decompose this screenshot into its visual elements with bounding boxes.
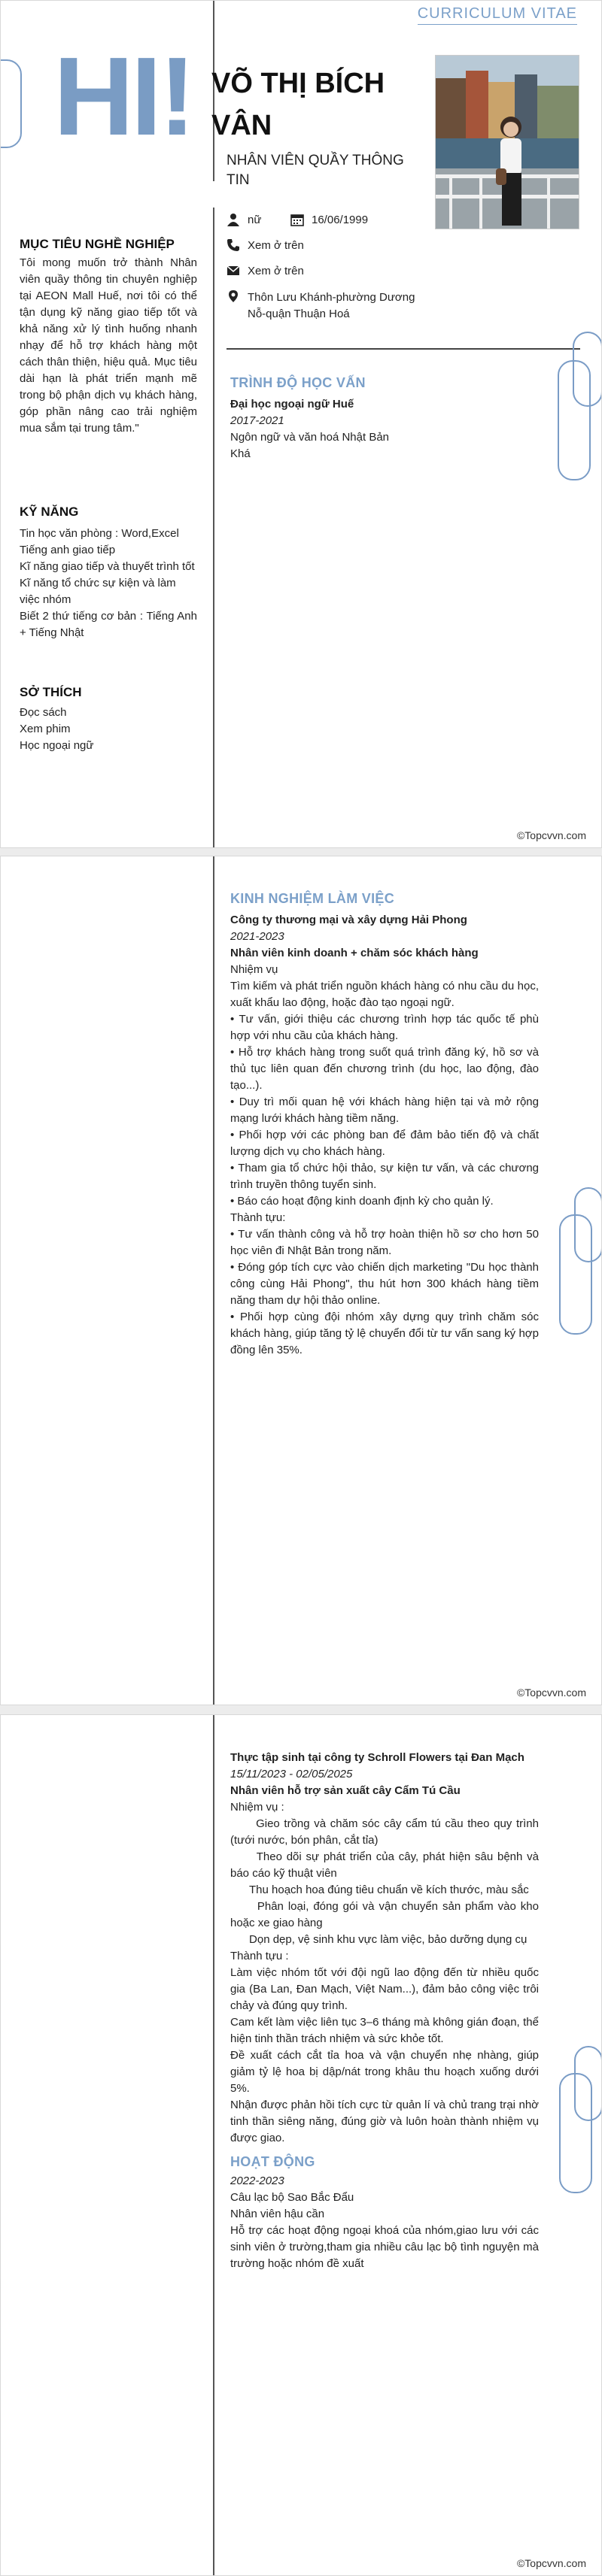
profile-photo — [435, 55, 579, 229]
activity-period: 2022-2023 — [230, 2174, 284, 2187]
job-period: 15/11/2023 - 02/05/2025 — [230, 1768, 353, 1780]
envelope-icon — [227, 264, 240, 277]
phone-row — [227, 238, 304, 252]
vertical-divider — [213, 856, 214, 1705]
education-grade: Khá — [230, 447, 251, 460]
job-line: Thành tựu: — [230, 1211, 286, 1224]
activities-title: HOẠT ĐỘNG — [230, 2154, 315, 2169]
cv-label: CURRICULUM VITAE — [418, 5, 577, 25]
job-line: Gieo trồng và chăm sóc cây cẩm tú cầu theo quy trình (tưới nước, bón phân, cắt tỉa) — [230, 1817, 543, 1847]
job-line: • Tư vấn thành công và hỗ trợ hoàn thiện hồ sơ cho hơn 50 học viên đi Nhật Bản trong năm. — [230, 1228, 539, 1257]
job-line: • Duy trì mối quan hệ với khách hàng hiện tại và mở rộng mạng lưới khách hàng tiềm năng. — [230, 1096, 539, 1125]
info-divider — [227, 348, 580, 350]
birthday-value: 16/06/1999 — [312, 213, 369, 226]
job-line: Cam kết làm việc liên tục 3–6 tháng mà không gián đoạn, thể hiện tinh thần trách nhiệm và sức khỏe tốt. — [230, 2016, 539, 2045]
person-icon — [227, 213, 240, 226]
phone-icon — [227, 238, 240, 252]
skills-list — [20, 526, 197, 641]
activity-role: Nhân viên hậu cần — [230, 2208, 325, 2220]
hobbies-list — [20, 705, 197, 754]
job-line: Nhiệm vụ — [230, 963, 278, 976]
footer-brand: ©Topcvvn.com — [516, 1687, 586, 1699]
job-line: • Tham gia tổ chức hội thảo, sự kiện tư vấn, và các chương trình truyền thông tuyển sinh. — [230, 1162, 539, 1191]
skills-title: KỸ NĂNG — [20, 505, 79, 519]
hobby-item: Học ngoại ngữ — [20, 739, 94, 752]
job-line: Nhận được phản hồi tích cực từ quản lí và chủ trang trại nhờ tinh thần siêng năng, đúng giờ và luôn hoàn thành nhiệm vụ được giao. — [230, 2099, 539, 2144]
footer-brand: ©Topcvvn.com — [516, 829, 586, 841]
footer-brand: ©Topcvvn.com — [516, 2557, 586, 2569]
job-line: Theo dõi sự phát triển của cây, phát hiện sâu bệnh và báo cáo kỹ thuật viên — [230, 1850, 543, 1880]
job-line: • Đóng góp tích cực vào chiến dịch marketing "Du học thành công cùng Hải Phong", thu hút hơn 300 khách hàng tiềm năng tham dự hội thảo online. — [230, 1261, 539, 1307]
calendar-icon — [290, 213, 304, 226]
job-line: Dọn dẹp, vệ sinh khu vực làm việc, bảo dưỡng dụng cụ — [230, 1933, 528, 1946]
job-2 — [230, 1750, 543, 2272]
location-pin-icon — [227, 289, 240, 303]
job-line: Làm việc nhóm tốt với đội ngũ lao động đến từ nhiều quốc gia (Ba Lan, Đan Mạch, Việt Nam...), đảm bảo công việc trôi chảy và đúng quy trình. — [230, 1966, 539, 2012]
job-company: Công ty thương mại và xây dựng Hải Phong — [230, 914, 467, 926]
candidate-name: VÕ THỊ BÍCH VÂN — [211, 68, 385, 141]
cv-page-3 — [0, 1714, 602, 2576]
birthday-row — [290, 213, 368, 226]
education-major: Ngôn ngữ và văn hoá Nhật Bản — [230, 431, 390, 444]
job-1 — [230, 912, 539, 1359]
hi-logo: HI! — [53, 35, 193, 159]
hobby-item: Xem phim — [20, 723, 71, 735]
skill-item: Tin học văn phòng : Word,Excel — [20, 527, 179, 540]
job-role: Nhân viên kinh doanh + chăm sóc khách hàng — [230, 947, 479, 959]
job-line: Tìm kiếm và phát triển nguồn khách hàng có nhu cầu du học, xuất khẩu lao động, hoặc đào tạo ngoại ngữ. — [230, 980, 539, 1009]
email-row — [227, 264, 304, 277]
hobby-item: Đọc sách — [20, 706, 67, 719]
paperclip-decoration — [0, 59, 22, 148]
job-line: Đề xuất cách cắt tỉa hoa và vận chuyển nhẹ nhàng, giúp giảm tỷ lệ hoa bị dập/nát trong khâu thu hoạch xuống dưới 5%. — [230, 2049, 539, 2095]
job-line: • Báo cáo hoạt động kinh doanh định kỳ cho quản lý. — [230, 1195, 494, 1208]
job-line: Nhiệm vụ : — [230, 1801, 284, 1814]
job-company: Thực tập sinh tại công ty Schroll Flowers tại Đan Mạch — [230, 1751, 524, 1764]
education-period: 2017-2021 — [230, 414, 284, 427]
vertical-divider — [213, 1715, 214, 2576]
job-line: • Tư vấn, giới thiệu các chương trình hợp tác quốc tế phù hợp với nhu cầu của khách hàng. — [230, 1013, 539, 1042]
address-value: Thôn Lưu Khánh-phường Dương Nỗ-quận Thuận Hoá — [248, 291, 415, 320]
skill-item: Tiếng anh giao tiếp — [20, 544, 116, 556]
paperclip-decoration — [559, 1214, 592, 1335]
skill-item: Kĩ năng giao tiếp và thuyết trình tốt — [20, 560, 195, 573]
email-value: Xem ở trên — [248, 264, 304, 277]
job-line: Thu hoạch hoa đúng tiêu chuẩn về kích thước, màu sắc — [230, 1884, 529, 1896]
vertical-divider — [213, 208, 214, 848]
gender-value: nữ — [248, 213, 262, 226]
hobbies-title: SỞ THÍCH — [20, 685, 82, 699]
education-block — [230, 396, 561, 462]
skill-item: Biết 2 thứ tiếng cơ bản : Tiếng Anh + Tiếng Nhật — [20, 610, 197, 639]
activity-text: Hỗ trợ các hoạt động ngoại khoá của nhóm,giao lưu với các sinh viên ở trường,tham gia nhiều câu lạc bộ tình nguyện mà trường hoặc nhóm đề xuất — [230, 2224, 539, 2270]
skill-item: Kĩ năng tổ chức sự kiện và làm việc nhóm — [20, 577, 176, 606]
job-line: • Phối hợp cùng đội nhóm xây dựng quy trình chăm sóc khách hàng, giúp tăng tỷ lệ chuyển đổi từ tư vấn sang ký hợp đồng lên 35%. — [230, 1311, 539, 1356]
job-line: • Hỗ trợ khách hàng trong suốt quá trình đăng ký, hồ sơ và thủ tục liên quan đến chương trình (du học, lao động, đào tạo...). — [230, 1046, 539, 1092]
position-title: NHÂN VIÊN QUẦY THÔNG TIN — [227, 153, 404, 188]
paperclip-decoration — [559, 2073, 592, 2193]
job-period: 2021-2023 — [230, 930, 284, 943]
address-row — [227, 289, 428, 323]
phone-value: Xem ở trên — [248, 238, 304, 252]
experience-title: KINH NGHIỆM LÀM VIỆC — [230, 891, 395, 906]
gender-row — [227, 213, 261, 226]
job-role: Nhân viên hỗ trợ sản xuất cây Cẩm Tú Cầu — [230, 1784, 461, 1797]
education-title: TRÌNH ĐỘ HỌC VẤN — [230, 375, 366, 390]
job-line: Phân loại, đóng gói và vận chuyển sản phẩm vào kho hoặc xe giao hàng — [230, 1900, 543, 1929]
objective-title: MỤC TIÊU NGHỀ NGHIỆP — [20, 237, 175, 251]
paperclip-decoration — [558, 360, 591, 480]
activity-club: Câu lạc bộ Sao Bắc Đẩu — [230, 2191, 354, 2204]
job-line: Thành tựu : — [230, 1950, 289, 1962]
cv-page-1 — [0, 0, 602, 848]
objective-text: Tôi mong muốn trở thành Nhân viên quầy thông tin chuyên nghiệp tại AEON Mall Huế, nơi tôi có thể tận dụng kỹ năng giao tiếp tốt và khả năng xử lý tình huống nhanh nhạy để hỗ trợ khách hàng một cách thân thiện, hiệu quả. Mục tiêu dài hạn là phát triển mạnh mẽ trong bộ phận dịch vụ khách hàng, góp phần nâng cao trải nghiệm mua sắm tại trung tâm." — [20, 256, 197, 435]
cv-page-2 — [0, 856, 602, 1705]
job-line: • Phối hợp với các phòng ban để đảm bảo tiến độ và chất lượng dịch vụ cho khách hàng. — [230, 1129, 539, 1158]
school-name: Đại học ngoại ngữ Huế — [230, 398, 354, 411]
